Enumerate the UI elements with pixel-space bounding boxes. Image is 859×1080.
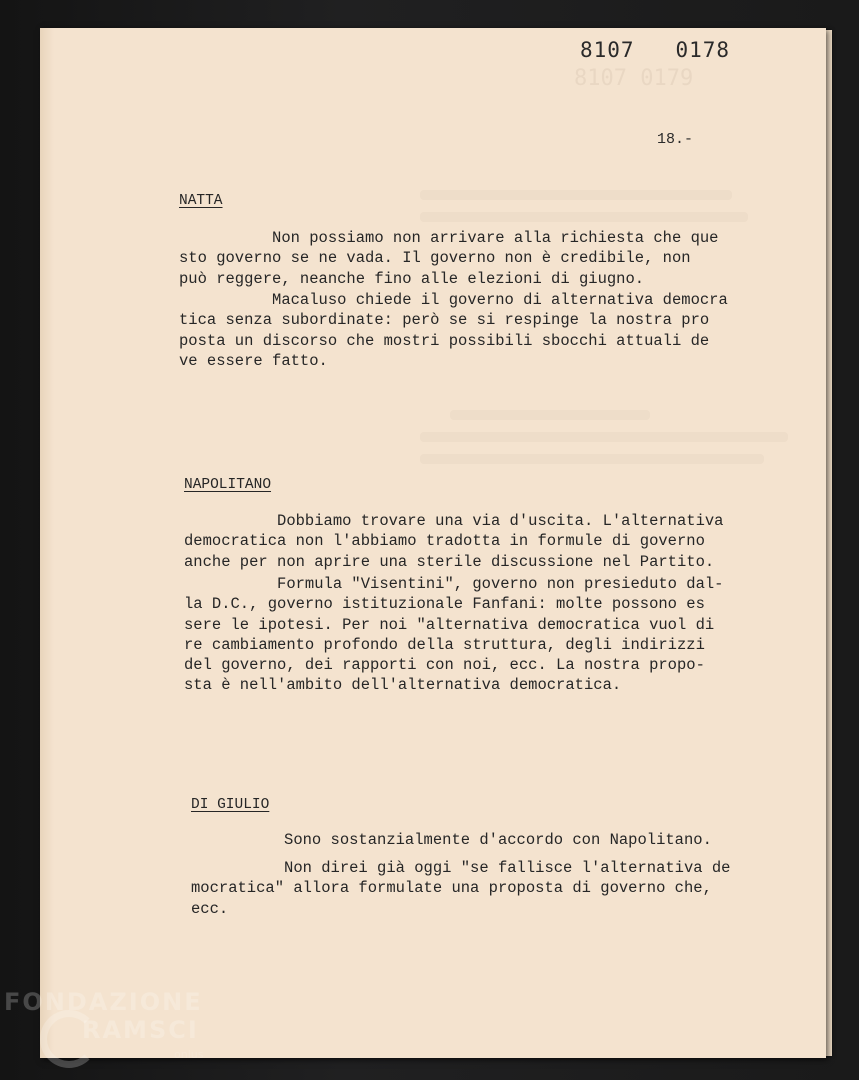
- watermark-small-text: onlus: [174, 1048, 204, 1061]
- speaker-heading-napolitano: NAPOLITANO: [184, 477, 272, 493]
- paragraph-di-giulio-1: Sono sostanzialmente d'accordo con Napolitano.: [191, 831, 712, 849]
- paragraph-napolitano-1: Dobbiamo trovare una via d'uscita. L'alternativa democratica non l'abbiamo tradotta in formule di governo anche per non aprire una sterile discussione nel Partito.: [184, 512, 724, 571]
- speaker-heading-natta: NATTA: [179, 193, 223, 209]
- document-page: [40, 28, 826, 1058]
- page-binding-edge: [40, 28, 54, 1058]
- paragraph-di-giulio-2: Non direi già oggi "se fallisce l'alternativa de mocratica" allora formulate una proposta di governo che, ecc.: [191, 859, 731, 918]
- fondazione-gramsci-watermark: [4, 988, 214, 1078]
- page-number: 18.-: [657, 131, 694, 148]
- watermark-line-1: FONDAZIONE: [4, 988, 203, 1016]
- speaker-heading-di-giulio: DI GIULIO: [191, 797, 270, 813]
- watermark-line-2: RAMSCI: [82, 1016, 199, 1044]
- paragraph-natta-2: Macaluso chiede il governo di alternativa democra tica senza subordinate: però se si respinge la nostra pro posta un discorso che mostri possibili sbocchi attuali de ve essere fatto.: [179, 291, 728, 370]
- bleed-through-stamp: 8107 0179: [574, 66, 694, 91]
- paragraph-natta-1: Non possiamo non arrivare alla richiesta che que sto governo se ne vada. Il governo non è credibile, non può reggere, neanche fino alle elezioni di giugno.: [179, 229, 719, 288]
- archive-number-stamp: 8107 0178: [580, 38, 731, 62]
- paragraph-napolitano-2: Formula "Visentini", governo non presieduto dal- la D.C., governo istituzionale Fanfani: molte possono es sere le ipotesi. Per noi "alternativa democratica vuol di re cambiamento profondo della struttura, degli indirizzi del governo, dei rapporti con noi, ecc. La nostra propo- sta è nell'ambito dell'alternativa democratica.: [184, 575, 724, 695]
